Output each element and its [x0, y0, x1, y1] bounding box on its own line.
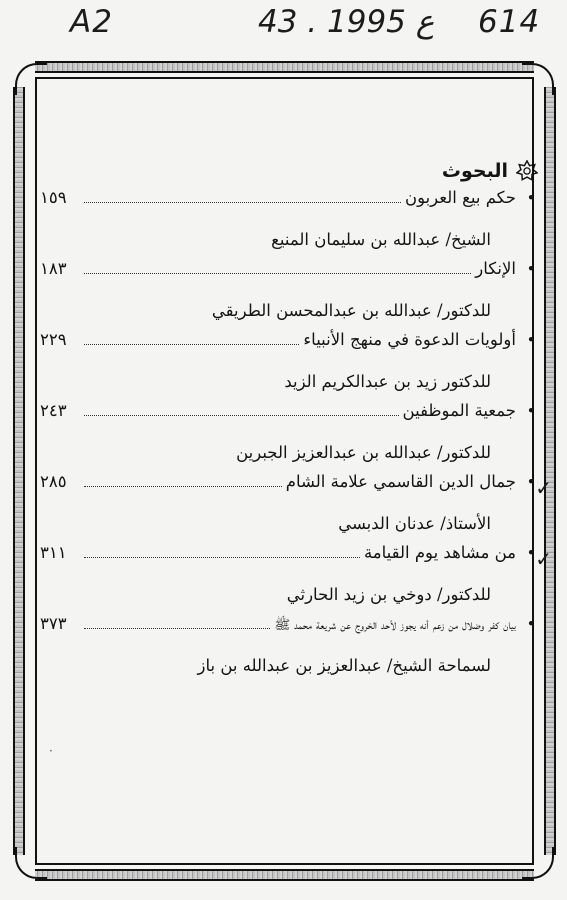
frame-right-border	[544, 87, 556, 855]
dot-leader	[84, 272, 471, 274]
toc-entry-author: الأستاذ/ عدنان الدبسي	[338, 514, 491, 533]
toc-entry-title-row	[40, 330, 536, 363]
toc-entry-title: أولويات الدعوة في منهج الأنبياء	[303, 330, 516, 349]
toc-entry	[40, 472, 552, 543]
toc-entry	[40, 330, 536, 401]
handwritten-note-issue: 43 . ع 1995	[258, 4, 435, 40]
frame-left-border	[13, 87, 25, 855]
toc-entry-title-row	[40, 614, 536, 647]
toc-entry	[40, 188, 536, 259]
table-of-contents	[40, 154, 552, 685]
toc-entry-author: للدكتور/ دوخي بن زيد الحارثي	[286, 585, 491, 604]
toc-entry-title: من مشاهد يوم القيامة	[363, 543, 516, 562]
handwritten-check-mark: ✓	[535, 547, 552, 571]
toc-entry-page-number: ٢٢٩	[40, 330, 67, 349]
toc-entry-title: الإنكار	[475, 259, 516, 278]
handwritten-note-number: 614	[478, 4, 541, 40]
toc-entry-author: للدكتور/ عبدالله بن عبدالعزيز الجبرين	[236, 443, 491, 462]
stray-mark: ·	[49, 744, 53, 758]
toc-entry-title: حكم بيع العربون	[404, 188, 516, 207]
toc-entry	[40, 401, 536, 472]
toc-entry-title-row	[40, 401, 536, 434]
toc-entry-page-number: ٣١١	[40, 543, 67, 562]
bullet-icon: •	[526, 189, 536, 207]
entries-list	[40, 188, 552, 685]
toc-entry-title: بيان كفر وضلال من زعم أنه يجوز لأحد الخروج عن شريعة محمد ﷺ	[274, 618, 516, 633]
bullet-icon: •	[526, 615, 536, 633]
toc-entry-title-row	[40, 188, 536, 221]
toc-entry-author: للدكتور زيد بن عبدالكريم الزيد	[284, 372, 491, 391]
toc-entry	[40, 614, 536, 685]
dot-leader	[84, 485, 282, 487]
frame-corner	[15, 63, 47, 95]
toc-entry-page-number: ٣٧٣	[40, 614, 67, 633]
toc-entry	[40, 543, 552, 614]
toc-entry-title-row	[40, 543, 536, 576]
toc-entry-author: الشيخ/ عبدالله بن سليمان المنيع	[271, 230, 491, 249]
toc-entry-author: لسماحة الشيخ/ عبدالعزيز بن عبدالله بن باز	[197, 656, 491, 675]
frame-corner	[522, 63, 554, 95]
toc-entry-page-number: ١٨٣	[40, 259, 67, 278]
toc-entry-page-number: ٢٤٣	[40, 401, 67, 420]
dot-leader	[84, 556, 360, 558]
dot-leader	[84, 414, 399, 416]
bullet-icon: •	[526, 544, 536, 562]
frame-bottom-border	[35, 869, 534, 881]
toc-entry-author: للدكتور/ عبدالله بن عبدالمحسن الطريقي	[211, 301, 491, 320]
toc-entry-title: جمال الدين القاسمي علامة الشام	[285, 472, 516, 491]
handwritten-note-code: A2	[70, 4, 113, 40]
bullet-icon: •	[526, 473, 536, 491]
toc-entry-page-number: ٢٨٥	[40, 472, 67, 491]
toc-entry-title-row	[40, 472, 536, 505]
star-ornament-icon	[516, 160, 538, 182]
toc-entry-title-row	[40, 259, 536, 292]
bullet-icon: •	[526, 331, 536, 349]
dot-leader	[84, 201, 401, 203]
frame-corner	[522, 847, 554, 879]
frame-corner	[15, 847, 47, 879]
section-heading	[40, 154, 538, 188]
toc-entry	[40, 259, 536, 330]
handwritten-check-mark: ✓	[535, 476, 552, 500]
bullet-icon: •	[526, 402, 536, 420]
dot-leader	[84, 343, 299, 345]
toc-entry-page-number: ١٥٩	[40, 188, 67, 207]
dot-leader	[84, 627, 270, 629]
section-title: البحوث	[441, 160, 508, 182]
frame-top-border	[35, 61, 534, 73]
toc-entry-title: جمعية الموظفين	[402, 401, 516, 420]
bullet-icon: •	[526, 260, 536, 278]
